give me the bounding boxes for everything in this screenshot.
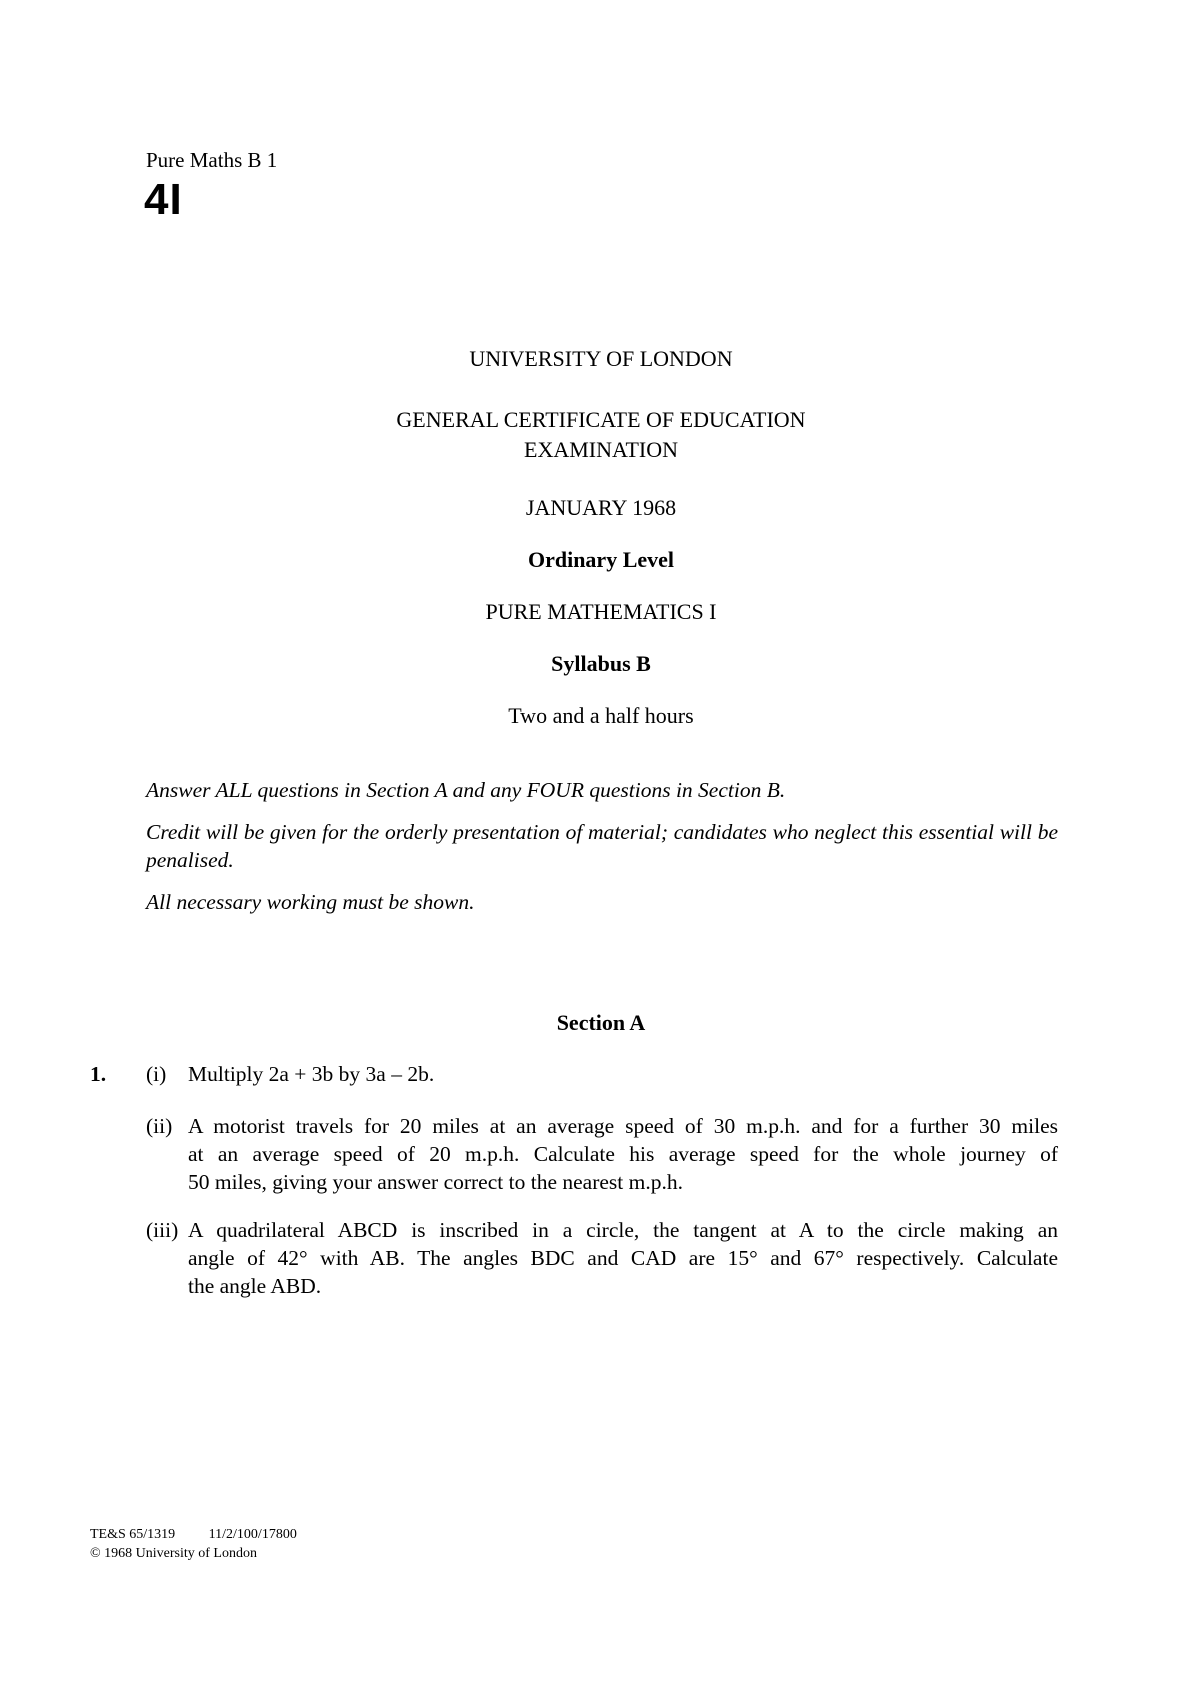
exam-level: Ordinary Level	[527, 547, 675, 572]
part-line: A motorist travels for 20 miles at an average speed of 30 m.p.h. and for a further 30 miles	[188, 1114, 1058, 1138]
exam-subject: PURE MATHEMATICS I	[485, 599, 717, 624]
part-text	[188, 1112, 1058, 1196]
question-number: 1.	[90, 1062, 107, 1086]
instruction-3: All necessary working must be shown.	[146, 890, 475, 914]
certificate-line-2: EXAMINATION	[524, 437, 678, 462]
instructions	[146, 776, 1058, 930]
part-label: (i)	[146, 1062, 167, 1086]
print-codes	[90, 1525, 327, 1544]
footer	[90, 1525, 327, 1563]
print-code-2: 11/2/100/17800	[208, 1527, 297, 1542]
part-line: Multiply 2a + 3b by 3a – 2b.	[188, 1062, 435, 1086]
exam-duration: Two and a half hours	[508, 703, 694, 728]
instruction-1: Answer ALL questions in Section A and any FOUR questions in Section B.	[146, 778, 786, 802]
part-line: at an average speed of 20 m.p.h. Calculate his average speed for the whole journey of	[188, 1142, 1058, 1166]
copyright-notice: © 1968 University of London	[90, 1546, 257, 1561]
instruction-2: Credit will be given for the orderly presentation of material; candidates who neglect this essential will be penalised.	[146, 820, 1058, 872]
section-title: Section A	[556, 1010, 646, 1035]
certificate-line-1: GENERAL CERTIFICATE OF EDUCATION	[396, 407, 806, 432]
part-text	[188, 1216, 1058, 1300]
part-line: angle of 42° with AB. The angles BDC and CAD are 15° and 67° respectively. Calculate	[188, 1246, 1058, 1270]
part-line: 50 miles, giving your answer correct to the nearest m.p.h.	[188, 1170, 683, 1194]
part-label: (iii)	[146, 1218, 179, 1242]
paper-reference: Pure Maths B 1	[146, 148, 278, 172]
paper-code: 4I	[144, 175, 183, 224]
university-title: UNIVERSITY OF LONDON	[469, 346, 733, 371]
part-label: (ii)	[146, 1114, 173, 1138]
part-line: A quadrilateral ABCD is inscribed in a circle, the tangent at A to the circle making an	[188, 1218, 1058, 1242]
part-line: the angle ABD.	[188, 1274, 322, 1298]
part-text	[188, 1060, 1058, 1088]
exam-syllabus: Syllabus B	[551, 651, 651, 676]
exam-date: JANUARY 1968	[525, 495, 677, 520]
print-code-1: TE&S 65/1319	[90, 1527, 176, 1542]
certificate-heading	[146, 405, 1056, 465]
